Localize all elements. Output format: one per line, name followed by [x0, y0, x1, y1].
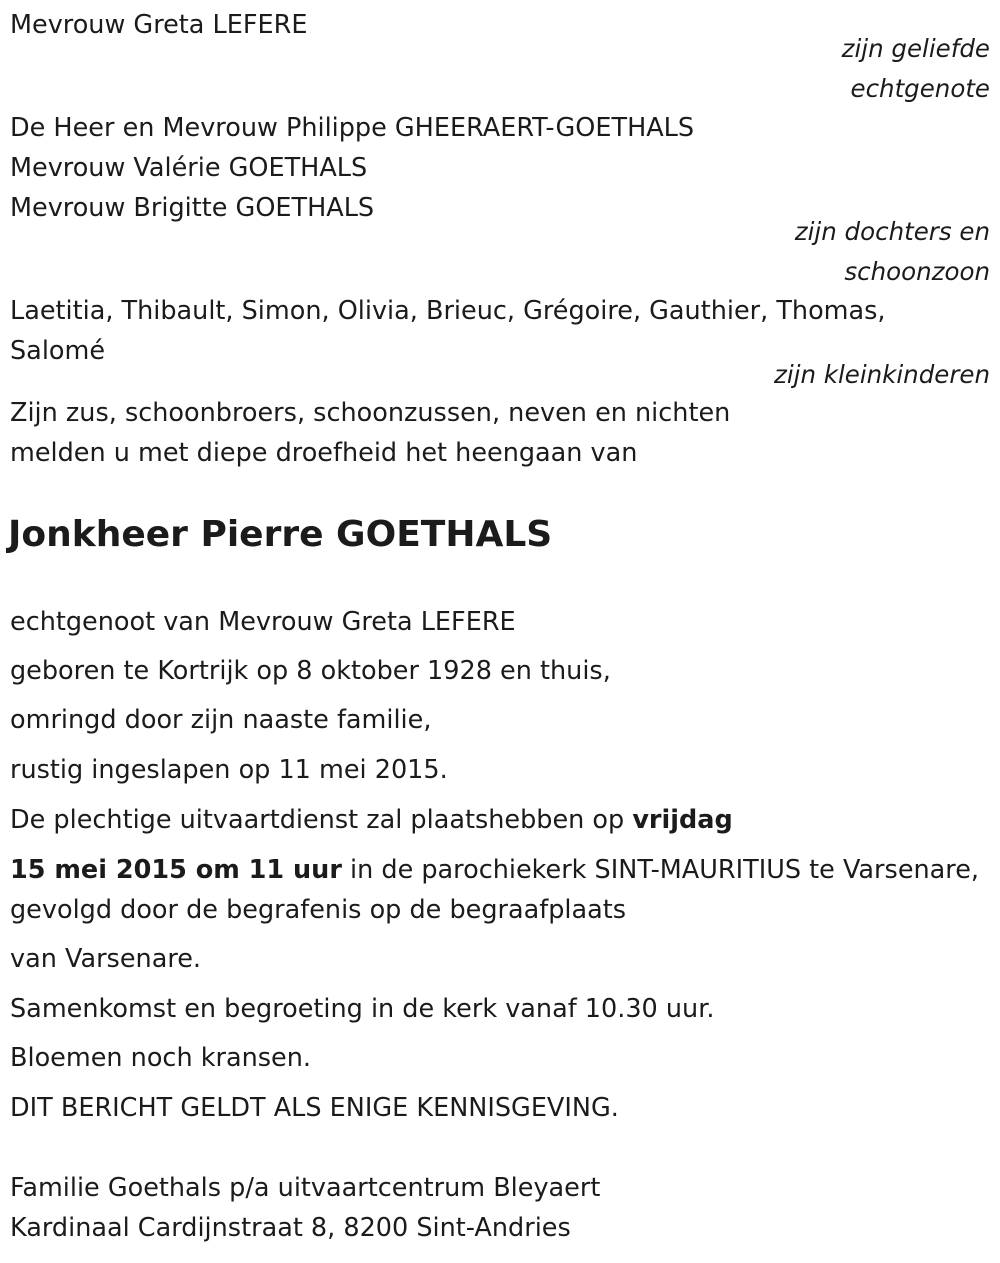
- detail-spouse: echtgenoot van Mevrouw Greta LEFERE: [10, 607, 516, 637]
- deceased-name: Jonkheer Pierre GOETHALS: [8, 514, 553, 555]
- detail-death: rustig ingeslapen op 11 mei 2015.: [10, 755, 448, 785]
- spouse-role-line-2: echtgenote: [850, 74, 990, 103]
- service-date: 15 mei 2015 om 11 uur: [10, 855, 342, 885]
- detail-notice: DIT BERICHT GELDT ALS ENIGE KENNISGEVING.: [10, 1093, 619, 1123]
- detail-family: omringd door zijn naaste familie,: [10, 705, 432, 735]
- contact-line-1: Familie Goethals p/a uitvaartcentrum Bleyaert: [10, 1173, 601, 1203]
- child-name: Mevrouw Brigitte GOETHALS: [10, 193, 375, 223]
- detail-service-date: [10, 855, 980, 885]
- detail-burial: gevolgd door de begrafenis op de begraafplaats: [10, 895, 627, 925]
- children-role-line-1: zijn dochters en: [794, 217, 990, 246]
- detail-birth: geboren te Kortrijk op 8 oktober 1928 en thuis,: [10, 656, 611, 686]
- relatives-line-2: melden u met diepe droefheid het heengaan van: [10, 438, 638, 468]
- spouse-name: Mevrouw Greta LEFERE: [10, 10, 308, 40]
- detail-flowers: Bloemen noch kransen.: [10, 1043, 311, 1073]
- service-day: vrijdag: [632, 805, 733, 835]
- relatives-line-1: Zijn zus, schoonbroers, schoonzussen, neven en nichten: [10, 398, 731, 428]
- spouse-role-line-1: zijn geliefde: [841, 34, 990, 63]
- children-role-line-2: schoonzoon: [844, 257, 990, 286]
- detail-burial-place: van Varsenare.: [10, 944, 202, 974]
- grandchildren-line-2: Salomé: [10, 336, 106, 366]
- service-location: in de parochiekerk SINT-MAURITIUS te Varsenare,: [341, 855, 980, 885]
- detail-service: [10, 805, 733, 835]
- child-name: De Heer en Mevrouw Philippe GHEERAERT-GOETHALS: [10, 113, 695, 143]
- grandchildren-role: zijn kleinkinderen: [773, 360, 990, 389]
- detail-gathering: Samenkomst en begroeting in de kerk vanaf 10.30 uur.: [10, 994, 715, 1024]
- child-name: Mevrouw Valérie GOETHALS: [10, 153, 368, 183]
- contact-line-2: Kardinaal Cardijnstraat 8, 8200 Sint-Andries: [10, 1213, 571, 1243]
- service-text: De plechtige uitvaartdienst zal plaatshebben op: [10, 805, 633, 835]
- grandchildren-line-1: Laetitia, Thibault, Simon, Olivia, Brieuc, Grégoire, Gauthier, Thomas,: [10, 296, 886, 326]
